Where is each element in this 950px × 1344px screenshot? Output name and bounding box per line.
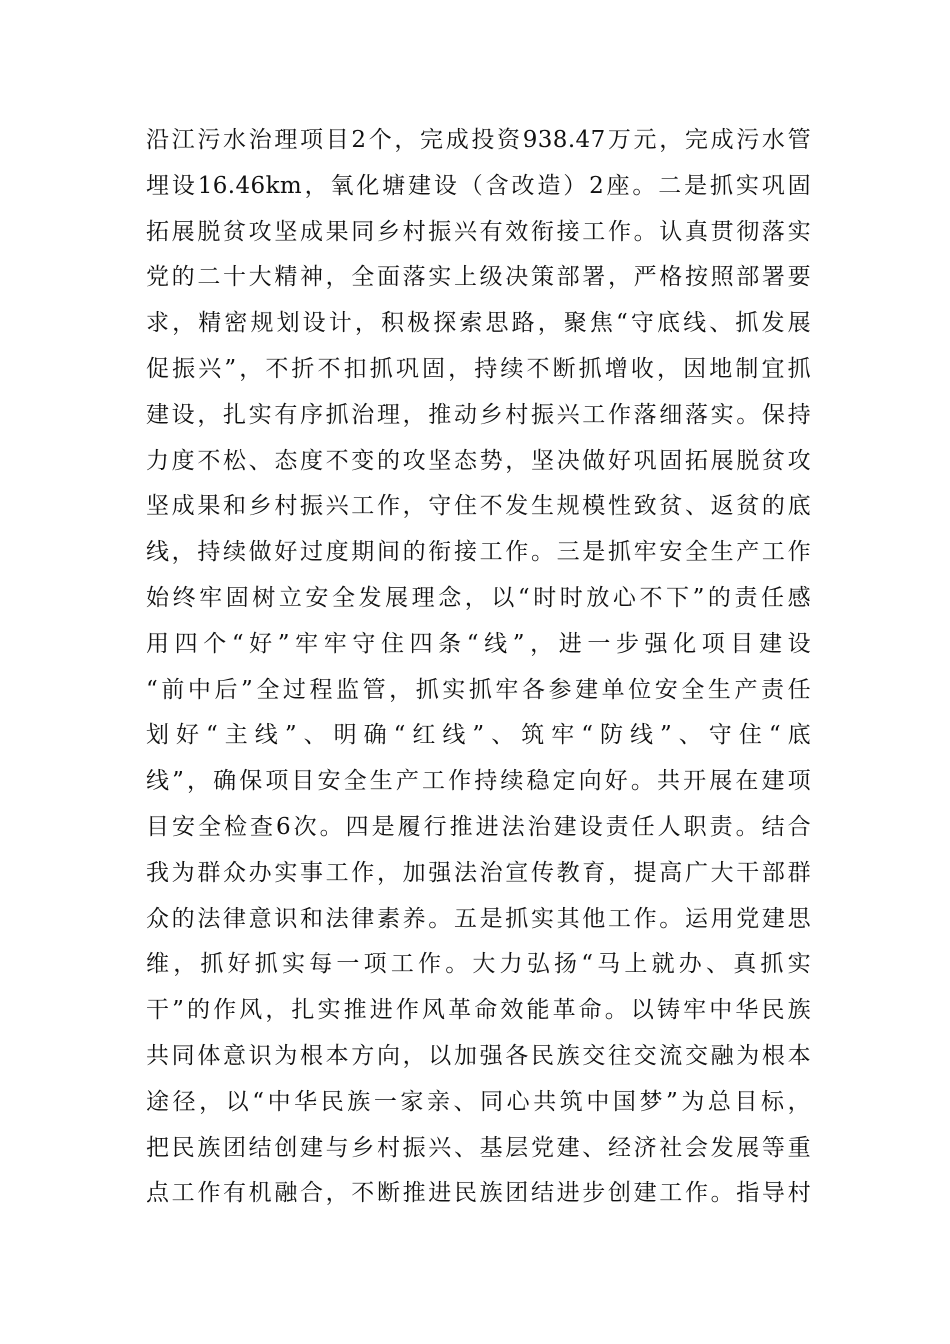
text-line: 党的二十大精神，全面落实上级决策部署，严格按照部署要: [146, 264, 811, 291]
text-line: 力度不松、态度不变的攻坚态势，坚决做好巩固拓展脱贫攻: [146, 447, 811, 474]
text-line: 划好“主线”、明确“红线”、筑牢“防线”、守住“底: [146, 722, 811, 749]
text-line: 众的法律意识和法律素养。五是抓实其他工作。运用党建思: [146, 905, 811, 932]
text-line: 求，精密规划设计，积极探索思路，聚焦“守底线、抓发展: [146, 310, 811, 337]
text-line: 用四个“好”牢牢守住四条“线”，进一步强化项目建设: [146, 630, 811, 657]
text-line: 始终牢固树立安全发展理念，以“时时放心不下”的责任感: [146, 584, 811, 611]
text-line: 维，抓好抓实每一项工作。大力弘扬“马上就办、真抓实: [146, 951, 811, 978]
text-line: 线”，确保项目安全生产工作持续稳定向好。共开展在建项: [146, 768, 811, 795]
text-line: 线，持续做好过度期间的衔接工作。三是抓牢安全生产工作: [146, 539, 811, 566]
text-line: 我为群众办实事工作，加强法治宣传教育，提高广大干部群: [146, 859, 811, 886]
text-line: “前中后”全过程监管，抓实抓牢各参建单位安全生产责任: [146, 676, 811, 703]
text-line: 目安全检查6次。四是履行推进法治建设责任人职责。结合: [146, 813, 811, 840]
text-line: 途径，以“中华民族一家亲、同心共筑中国梦”为总目标，: [146, 1088, 811, 1115]
text-line: 促振兴”，不折不扣抓巩固，持续不断抓增收，因地制宜抓: [146, 355, 811, 382]
body-text: [146, 118, 811, 1217]
text-line: 把民族团结创建与乡村振兴、基层党建、经济社会发展等重: [146, 1134, 811, 1161]
text-line: 点工作有机融合，不断推进民族团结进步创建工作。指导村: [146, 1180, 811, 1207]
text-line: 建设，扎实有序抓治理，推动乡村振兴工作落细落实。保持: [146, 401, 811, 428]
text-line: 共同体意识为根本方向，以加强各民族交往交流交融为根本: [146, 1042, 811, 1069]
text-line: 干”的作风，扎实推进作风革命效能革命。以铸牢中华民族: [146, 997, 811, 1024]
text-line: 埋设16.46km，氧化塘建设（含改造）2座。二是抓实巩固: [146, 172, 811, 199]
text-line: 坚成果和乡村振兴工作，守住不发生规模性致贫、返贫的底: [146, 493, 811, 520]
text-line: 拓展脱贫攻坚成果同乡村振兴有效衔接工作。认真贯彻落实: [146, 218, 811, 245]
text-line: 沿江污水治理项目2个，完成投资938.47万元，完成污水管: [146, 127, 811, 153]
